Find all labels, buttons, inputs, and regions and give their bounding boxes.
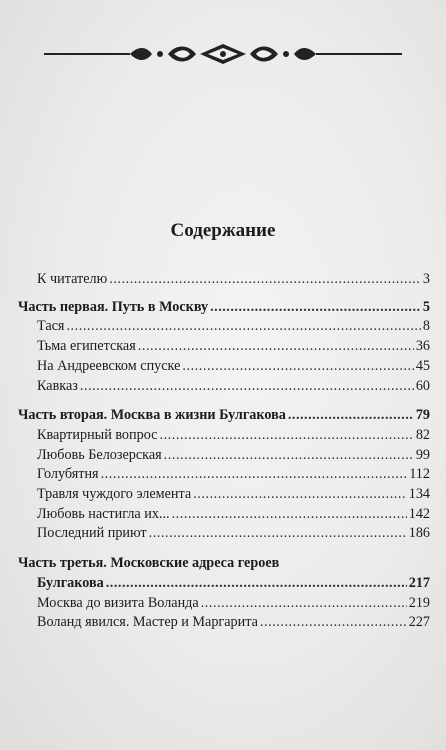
toc-part-label: Часть вторая. Москва в жизни Булгакова [18, 407, 286, 424]
toc-entry-label: Последний приют [37, 525, 147, 542]
toc-entry [18, 613, 430, 633]
toc-entry-page: 36 [415, 338, 430, 355]
toc-entry-label: На Андреевском спуске [37, 357, 181, 374]
toc-entry [18, 524, 430, 544]
toc-entry-label: Москва до визита Воланда [37, 594, 199, 611]
toc-entry-page: 45 [415, 357, 430, 374]
toc-entry [18, 465, 430, 485]
leader-dots [260, 613, 407, 633]
toc-entry-page: 60 [415, 377, 430, 394]
toc-entry-label: Голубятня [37, 466, 99, 483]
page-title: Содержание [170, 220, 276, 241]
toc-entry-page: 186 [408, 525, 430, 542]
toc-entry [18, 317, 430, 337]
leader-dots [193, 485, 407, 505]
leader-dots [159, 426, 413, 446]
leader-dots [106, 574, 407, 594]
toc-entry-page: 3 [422, 271, 430, 287]
toc-entry [18, 270, 430, 290]
toc-part-heading-line1: Часть третья. Московские адреса героев [18, 555, 280, 572]
toc-entry [18, 357, 430, 377]
toc-entry-label: Кавказ [37, 377, 78, 394]
toc-part-page: 217 [408, 574, 430, 591]
leader-dots [109, 270, 421, 290]
toc-entry-label: Травля чуждого элемента [37, 486, 192, 503]
toc-entry [18, 485, 430, 505]
leader-dots [101, 465, 408, 485]
toc-entry-label: Любовь настигла их... [37, 505, 170, 522]
toc-entry-page: 82 [415, 426, 430, 443]
leader-dots [172, 505, 407, 525]
toc-entry-page: 112 [409, 466, 430, 483]
leader-dots [164, 446, 414, 466]
decorative-ornament [0, 42, 446, 66]
toc-entry-page: 8 [422, 318, 430, 335]
leader-dots [138, 337, 414, 357]
toc-part-heading [18, 406, 430, 426]
toc-entry-page: 227 [408, 614, 430, 631]
toc-entry [18, 505, 430, 525]
toc-entry [18, 337, 430, 357]
toc-entry-page: 99 [415, 446, 430, 463]
toc-entry [18, 377, 430, 397]
toc-part-page: 5 [422, 298, 430, 315]
leader-dots [149, 524, 407, 544]
toc-part-label: Часть первая. Путь в Москву [18, 298, 209, 315]
toc-entry-page: 134 [408, 486, 430, 503]
leader-dots [182, 357, 413, 377]
toc-entry-label: Тася [37, 318, 65, 335]
leader-dots [201, 594, 407, 614]
toc-part-heading [18, 574, 430, 594]
toc-entry [18, 446, 430, 466]
toc-entry-label: Квартирный вопрос [37, 426, 158, 443]
toc-entry-page: 142 [408, 505, 430, 522]
toc-entry-page: 219 [408, 594, 430, 611]
toc-entry-label: Тьма египетская [37, 338, 136, 355]
leader-dots [66, 317, 420, 337]
toc-part-page: 79 [415, 407, 430, 424]
leader-dots [210, 298, 421, 318]
toc-entry [18, 426, 430, 446]
toc-entry-label: К читателю [37, 271, 108, 287]
toc-entry-label: Воланд явился. Мастер и Маргарита [37, 614, 258, 631]
toc-part-heading [18, 298, 430, 318]
toc-entry-label: Любовь Белозерская [37, 446, 162, 463]
leader-dots [288, 406, 414, 426]
toc-part-label: Булгакова [37, 574, 104, 591]
toc-entry [18, 594, 430, 614]
table-of-contents [18, 270, 430, 633]
leader-dots [80, 377, 414, 397]
